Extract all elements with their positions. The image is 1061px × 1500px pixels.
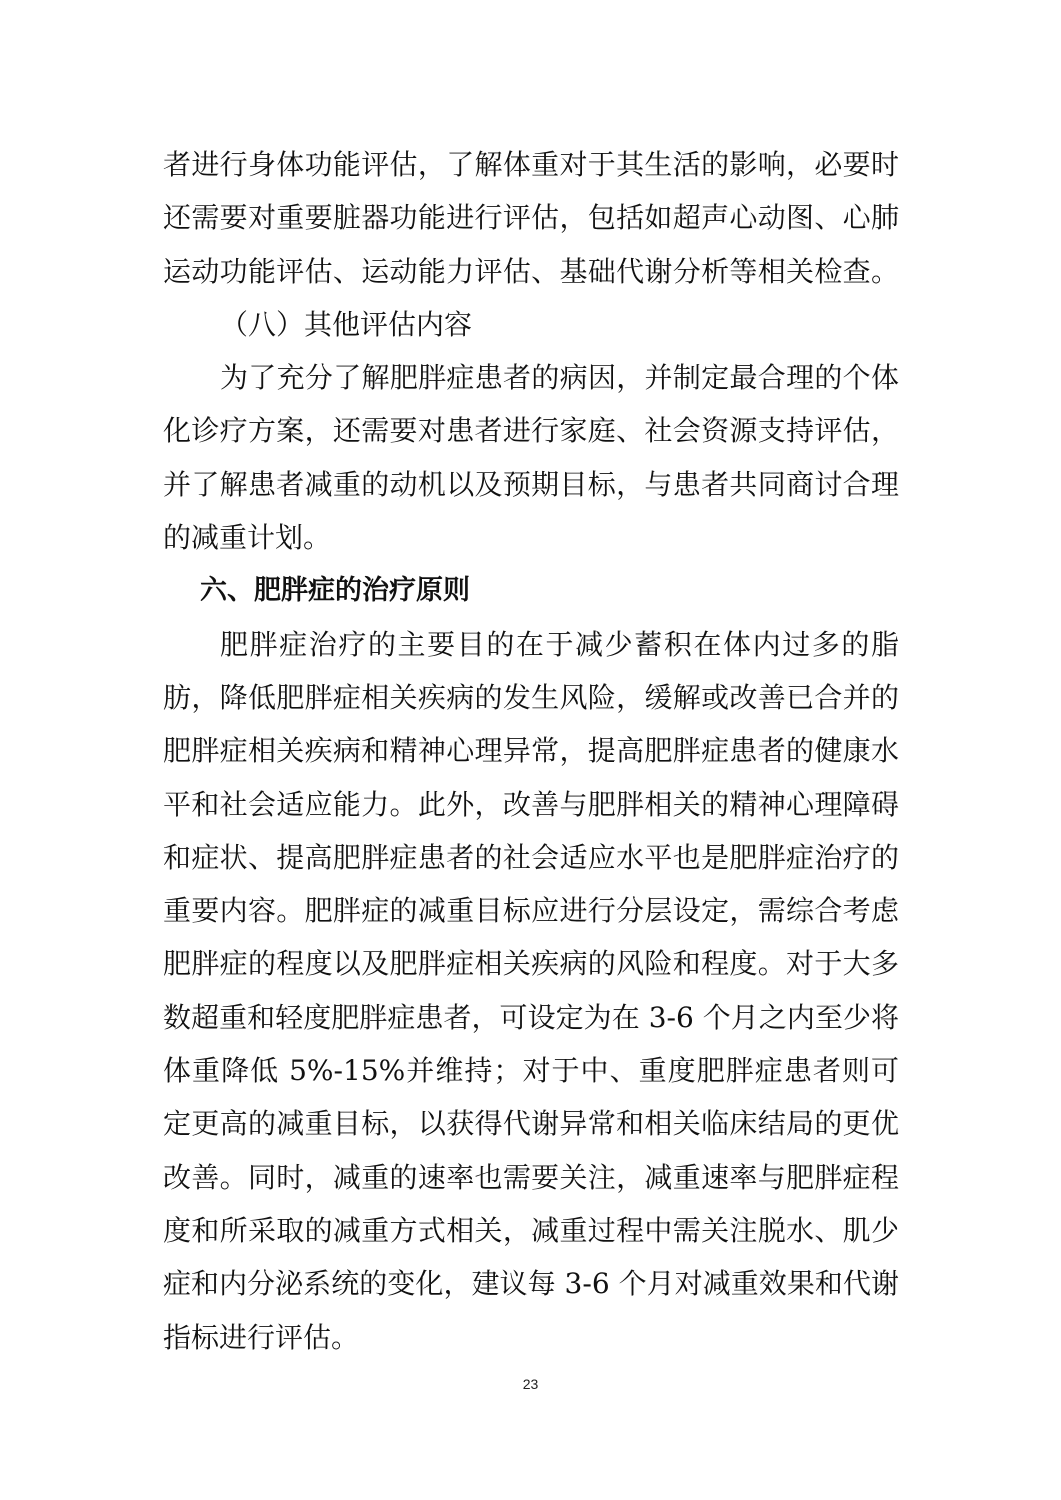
text-line: 度和所采取的减重方式相关，减重过程中需关注脱水、肌少 [163,1213,899,1247]
text-line: 和症状、提高肥胖症患者的社会适应水平也是肥胖症治疗的 [163,840,899,874]
text-line: 并了解患者减重的动机以及预期目标，与患者共同商讨合理 [163,467,899,501]
text-line: 改善。同时，减重的速率也需要关注，减重速率与肥胖症程 [163,1160,899,1194]
text-line: 运动功能评估、运动能力评估、基础代谢分析等相关检查。 [163,254,899,288]
text-line: 者进行身体功能评估，了解体重对于其生活的影响，必要时 [163,148,899,181]
text-line: 数超重和轻度肥胖症患者，可设定为在 3-6 个月之内至少将 [163,1000,899,1034]
text-line: 定更高的减重目标，以获得代谢异常和相关临床结局的更优 [163,1107,899,1141]
text-line: 肥胖症治疗的主要目的在于减少蓄积在体内过多的脂 [220,627,899,661]
text-line: 的减重计划。 [163,521,332,555]
text-line: 重要内容。肥胖症的减重目标应进行分层设定，需综合考虑 [163,894,899,928]
text-line: 肪，降低肥胖症相关疾病的发生风险，缓解或改善已合并的 [163,680,899,714]
section-heading: （八）其他评估内容 [220,307,473,341]
text-line: 症和内分泌系统的变化，建议每 3-6 个月对减重效果和代谢 [163,1267,899,1301]
text-line: 还需要对重要脏器功能进行评估，包括如超声心动图、心肺 [163,201,899,235]
text-line: 肥胖症相关疾病和精神心理异常，提高肥胖症患者的健康水 [163,734,899,768]
section-heading: 六、肥胖症的治疗原则 [200,575,470,607]
page-number: 23 [522,1376,539,1392]
text-line: 指标进行评估。 [163,1320,360,1354]
text-line: 平和社会适应能力。此外，改善与肥胖相关的精神心理障碍 [163,787,899,821]
text-line: 为了充分了解肥胖症患者的病因，并制定最合理的个体 [220,361,899,395]
text-line: 肥胖症的程度以及肥胖症相关疾病的风险和程度。对于大多 [163,947,899,981]
text-line: 体重降低 5%-15%并维持；对于中、重度肥胖症患者则可 [163,1054,899,1088]
text-line: 化诊疗方案，还需要对患者进行家庭、社会资源支持评估， [163,414,899,448]
body-text [163,138,899,1364]
